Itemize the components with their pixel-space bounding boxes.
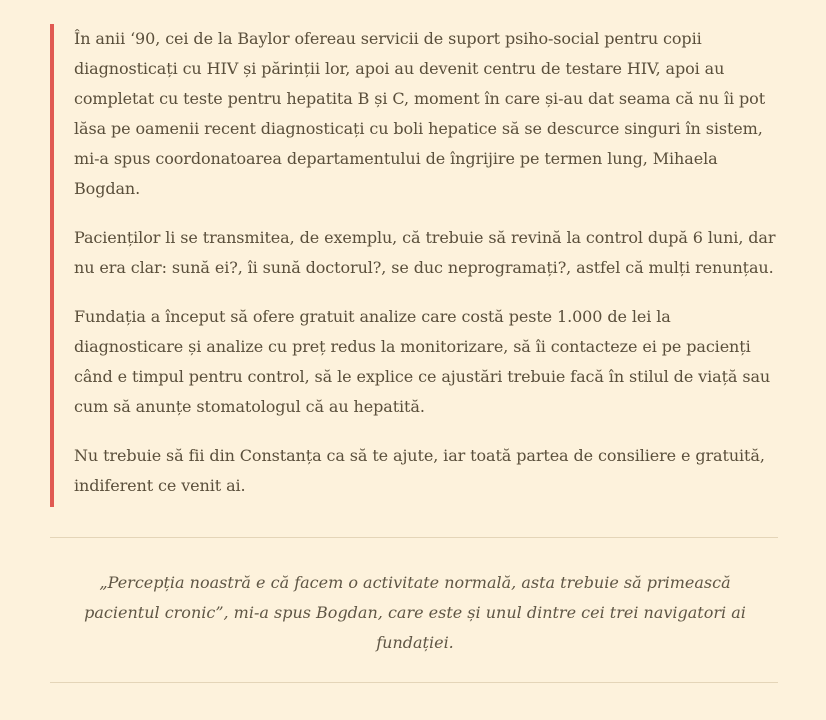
- paragraph-3: Fundația a început să ofere gratuit analize care costă peste 1.000 de lei la diagnosticare și analize cu preț redus la monitorizare, să îi contacteze ei pe pacienți când e timpul pentru control, să le explice ce ajustări trebuie facă în stilul de viață sau cum să anunțe stomatologul că au hepatită.: [74, 307, 771, 416]
- divider-top: [50, 537, 778, 538]
- divider-bottom: [50, 682, 778, 683]
- paragraph-1: În anii ‘90, cei de la Baylor ofereau servicii de suport psiho-social pentru copii diagnosticați cu HIV și părinții lor, apoi au devenit centru de testare HIV, apoi au completat cu teste pentru hepatita B și C, moment în care și-au dat seama că nu îi pot lăsa pe oamenii recent diagnosticați cu boli hepatice să se descurce singuri în sistem, mi-a spus coordonatoarea departamentului de îngrijire pe termen lung, Mihaela Bogdan.: [74, 29, 766, 198]
- paragraph-4: Nu trebuie să fii din Constanța ca să te ajute, iar toată partea de consiliere e gratuită, indiferent ce venit ai.: [74, 446, 765, 495]
- highlighted-section: [50, 24, 780, 507]
- paragraph-2: Pacienților li se transmitea, de exemplu, că trebuie să revină la control după 6 luni, dar nu era clar: sună ei?, îi sună doctorul?, se duc neprogramați?, astfel că mulți renunțau.: [74, 228, 776, 277]
- article-body: [50, 24, 780, 683]
- pull-quote: „Percepția noastră e că facem o activitate normală, asta trebuie să primească pacientul cronic”, mi-a spus Bogdan, care este și unul dintre cei trei navigatori ai fundației.: [84, 573, 746, 652]
